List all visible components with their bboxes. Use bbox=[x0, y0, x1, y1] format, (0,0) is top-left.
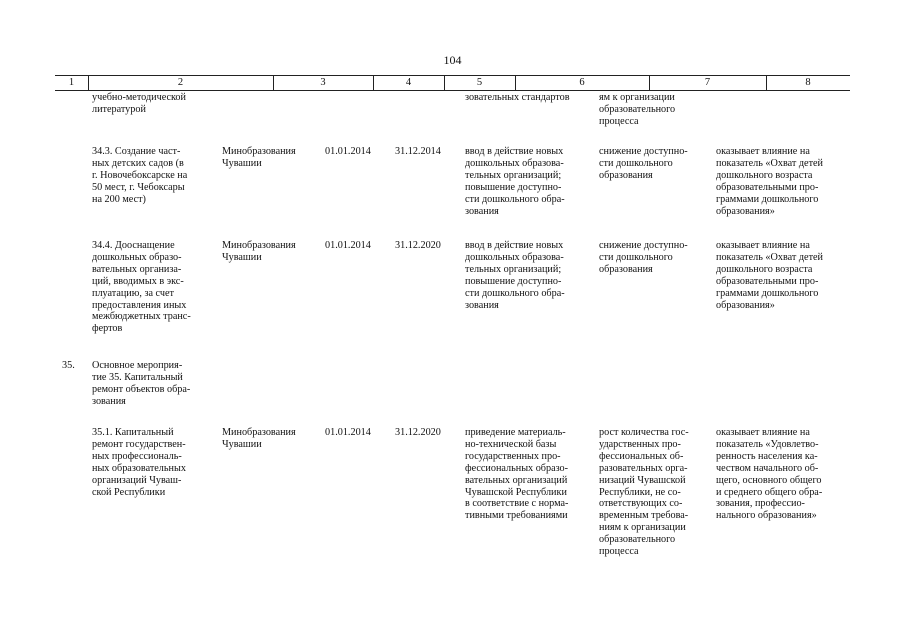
table-cell-consequences: рост количества гос- ударственных про- фессиональных об- разовательных орга- низаций Чувашской Республики, не со- ответствующих со- временным требова- ниям к организации образовательного процесса bbox=[599, 427, 689, 558]
table-cell-name: учебно-методической литературой bbox=[92, 92, 186, 115]
table-cell-end-date: 31.12.2020 bbox=[395, 427, 441, 438]
table-cell-number: 35. bbox=[62, 360, 75, 371]
column-header-6: 6 bbox=[579, 77, 585, 88]
column-header-3: 3 bbox=[320, 77, 326, 88]
table-cell-name: 34.4. Дооснащение дошкольных образо- вательных организа- ций, вводимых в экс- плуатацию, за счет предоставления иных межбюджетных транс- фертов bbox=[92, 240, 191, 335]
table-cell-relation: оказывает влияние на показатель «Охват детей дошкольного возраста образовательными про- граммами дошкольного образования» bbox=[716, 240, 824, 311]
column-header-8: 8 bbox=[805, 77, 811, 88]
table-cell-result: ввод в действие новых дошкольных образова- тельных организаций; повышение доступно- сти дошкольного обра- зования bbox=[465, 240, 565, 311]
table-cell-result: зовательных стандартов bbox=[465, 92, 570, 103]
column-header-4: 4 bbox=[405, 77, 412, 88]
table-cell-executor: Минобразования Чувашии bbox=[222, 240, 296, 263]
table-cell-result: ввод в действие новых дошкольных образова- тельных организаций; повышение доступно- сти дошкольного обра- зования bbox=[465, 146, 565, 217]
column-header-7: 7 bbox=[704, 77, 711, 88]
table-cell-consequences: снижение доступно- сти дошкольного образования bbox=[599, 146, 688, 181]
table-cell-end-date: 31.12.2014 bbox=[395, 146, 441, 157]
table-cell-relation: оказывает влияние на показатель «Удовлетво- ренность населения ка- чеством начального об- щего, основного общего и среднего общего обра- зования, професcио- нального образования» bbox=[716, 427, 823, 522]
table-cell-result: приведение материаль- но-технической базы государственных про- фессиональных образо- вательных организаций Чувашской Республики в соответствие с норма- тивными требованиями bbox=[465, 427, 569, 522]
table-cell-end-date: 31.12.2020 bbox=[395, 240, 441, 251]
table-header bbox=[55, 75, 850, 91]
table-cell-name: 34.3. Создание част- ных детских садов (в г. Новочебоксарске на 50 мест, г. Чебоксары на 200 мест) bbox=[92, 146, 188, 205]
table-cell-consequences: ям к организации образовательного процесса bbox=[599, 92, 676, 127]
page-number: 104 bbox=[443, 53, 462, 67]
column-header-5: 5 bbox=[476, 77, 483, 88]
table-cell-start-date: 01.01.2014 bbox=[325, 427, 371, 438]
table-cell-consequences: снижение доступно- сти дошкольного образования bbox=[599, 240, 688, 275]
table-cell-name: Основное мероприя- тие 35. Капитальный ремонт объектов обра- зования bbox=[92, 360, 191, 407]
column-header-2: 2 bbox=[177, 77, 184, 88]
table-cell-executor: Минобразования Чувашии bbox=[222, 146, 296, 169]
table-cell-start-date: 01.01.2014 bbox=[325, 240, 371, 251]
table-cell-name: 35.1. Капитальный ремонт государствен- ных профессиональ- ных образовательных организаций Чуваш- ской Республики bbox=[92, 427, 186, 498]
table-cell-start-date: 01.01.2014 bbox=[325, 146, 371, 157]
table-cell-executor: Минобразования Чувашии bbox=[222, 427, 296, 450]
table-cell-relation: оказывает влияние на показатель «Охват детей дошкольного возраста образовательными про- граммами дошкольного образования» bbox=[716, 146, 824, 217]
column-header-1: 1 bbox=[68, 77, 75, 88]
